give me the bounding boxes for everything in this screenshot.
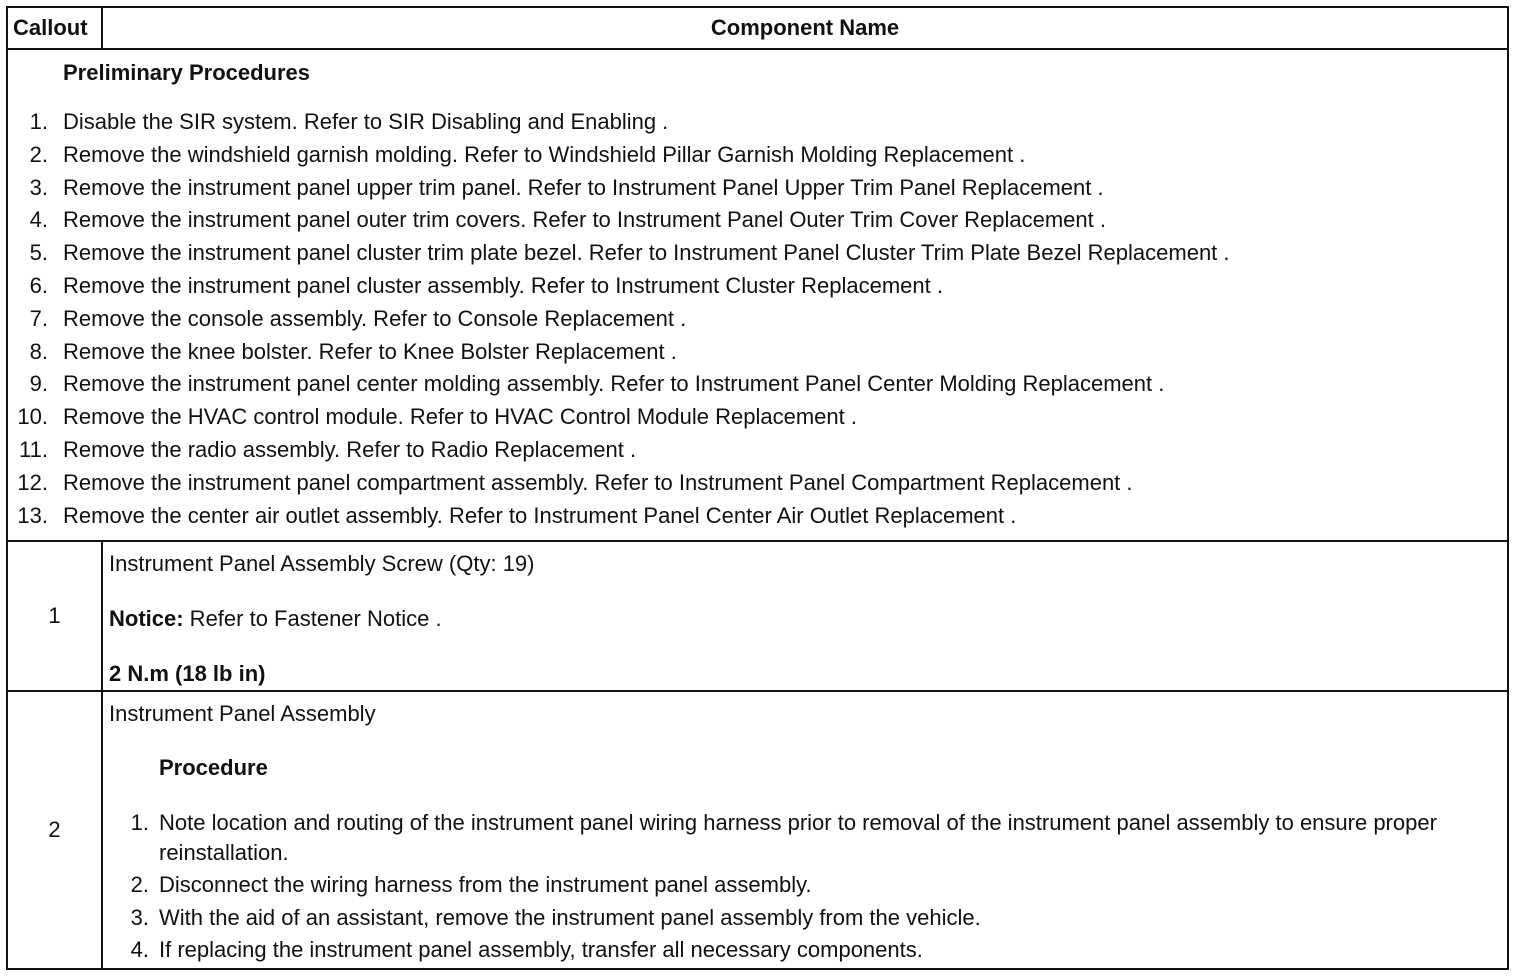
list-item xyxy=(8,303,1507,336)
step-number: 3. xyxy=(29,174,48,200)
table-header-row xyxy=(7,7,1508,49)
notice-line xyxy=(109,605,1507,633)
component-name: Instrument Panel Assembly xyxy=(109,701,376,726)
component-name: Instrument Panel Assembly Screw (Qty: 19) xyxy=(109,551,535,576)
list-item xyxy=(8,237,1507,270)
list-item xyxy=(8,172,1507,205)
step-text: Remove the instrument panel upper trim panel. Refer to Instrument Panel Upper Trim Panel Replacement . xyxy=(63,174,1104,200)
step-number: 4. xyxy=(29,207,48,233)
list-item xyxy=(8,336,1507,369)
step-text: If replacing the instrument panel assembly, transfer all necessary components. xyxy=(159,937,923,962)
list-item xyxy=(8,139,1507,172)
step-number: 8. xyxy=(29,338,48,364)
list-item xyxy=(8,106,1507,139)
torque-spec: 2 N.m (18 lb in) xyxy=(109,661,266,686)
list-item xyxy=(8,500,1507,533)
step-text: With the aid of an assistant, remove the instrument panel assembly from the vehicle. xyxy=(159,904,981,930)
preliminary-procedures-row xyxy=(7,49,1508,541)
list-item xyxy=(8,204,1507,237)
component-name-column-header: Component Name xyxy=(102,7,1508,49)
table-row xyxy=(7,691,1508,969)
component-table xyxy=(6,6,1509,970)
list-item xyxy=(109,935,1507,965)
step-number: 11. xyxy=(19,436,48,462)
list-item xyxy=(109,903,1507,933)
step-number: 2. xyxy=(29,141,48,167)
step-number: 4. xyxy=(130,937,149,962)
step-number: 7. xyxy=(29,305,48,331)
step-text: Remove the HVAC control module. Refer to HVAC Control Module Replacement . xyxy=(63,404,857,430)
preliminary-procedures-cell xyxy=(7,49,1508,541)
list-item xyxy=(8,467,1507,500)
step-text: Remove the instrument panel outer trim covers. Refer to Instrument Panel Outer Trim Cover Replacement . xyxy=(63,207,1106,233)
step-text: Remove the windshield garnish molding. Refer to Windshield Pillar Garnish Molding Replacement . xyxy=(63,141,1026,167)
step-number: 3. xyxy=(130,904,149,930)
step-text: Note location and routing of the instrument panel wiring harness prior to removal of the instrument panel assembly to ensure proper reinstallation. xyxy=(159,810,1437,865)
list-item xyxy=(8,368,1507,401)
step-number: 13. xyxy=(17,502,48,528)
step-text: Remove the center air outlet assembly. Refer to Instrument Panel Center Air Outlet Replacement . xyxy=(63,502,1017,528)
step-text: Disconnect the wiring harness from the instrument panel assembly. xyxy=(159,872,812,897)
step-text: Remove the instrument panel cluster assembly. Refer to Instrument Cluster Replacement . xyxy=(63,272,943,298)
step-number: 5. xyxy=(29,240,48,266)
callout-number: 2 xyxy=(7,691,102,969)
step-number: 9. xyxy=(29,371,48,397)
step-number: 2. xyxy=(130,872,149,897)
step-text: Remove the knee bolster. Refer to Knee Bolster Replacement . xyxy=(63,338,677,364)
step-text: Remove the instrument panel compartment assembly. Refer to Instrument Panel Compartment Replacement . xyxy=(63,469,1133,495)
list-item xyxy=(8,434,1507,467)
list-item xyxy=(109,870,1507,900)
preliminary-steps-list xyxy=(8,106,1507,532)
procedure-title: Procedure xyxy=(159,755,268,780)
step-number: 6. xyxy=(29,272,48,298)
step-number: 1. xyxy=(29,109,48,134)
notice-text: Refer to Fastener Notice . xyxy=(183,606,442,631)
component-description xyxy=(102,541,1508,691)
step-text: Remove the console assembly. Refer to Console Replacement . xyxy=(63,305,687,331)
preliminary-procedures-title: Preliminary Procedures xyxy=(63,60,311,85)
list-item xyxy=(8,401,1507,434)
callout-column-header: Callout xyxy=(7,7,102,49)
procedure-steps-list xyxy=(109,808,1507,965)
step-text: Remove the radio assembly. Refer to Radio Replacement . xyxy=(63,436,637,462)
step-number: 10. xyxy=(17,404,48,430)
callout-number: 1 xyxy=(7,541,102,691)
list-item xyxy=(8,270,1507,303)
table-row xyxy=(7,541,1508,691)
step-text: Remove the instrument panel cluster trim plate bezel. Refer to Instrument Panel Cluster Trim Plate Bezel Replacement . xyxy=(63,240,1230,266)
step-number: 1. xyxy=(130,810,149,835)
notice-label: Notice: xyxy=(109,606,184,631)
step-number: 12. xyxy=(17,469,48,495)
component-description xyxy=(102,691,1508,969)
step-text: Remove the instrument panel center molding assembly. Refer to Instrument Panel Center Molding Replacement . xyxy=(63,371,1165,397)
step-text: Disable the SIR system. Refer to SIR Disabling and Enabling . xyxy=(63,109,669,134)
list-item xyxy=(109,808,1507,867)
